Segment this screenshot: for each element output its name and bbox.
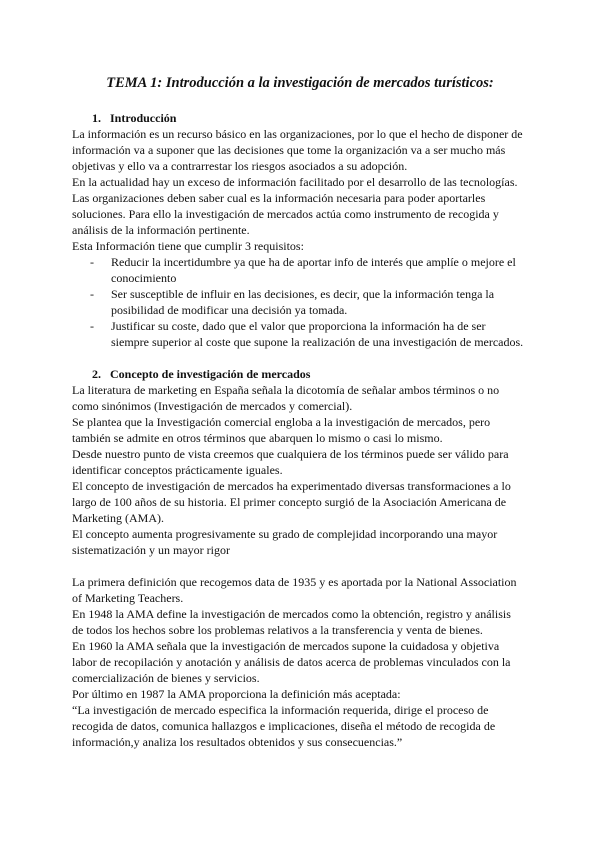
text-line: of Marketing Teachers. — [72, 591, 184, 605]
text-line: comercialización de bienes y servicios. — [72, 671, 260, 685]
text-line: Se plantea que la Investigación comercial engloba a la investigación de mercados, pero — [72, 415, 491, 429]
bullet-marker: - — [90, 287, 94, 301]
text-line: En la actualidad hay un exceso de información facilitado por el desarrollo de las tecnologías. — [72, 175, 518, 189]
text-line: El concepto de investigación de mercados ha experimentado diversas transformaciones a lo — [72, 479, 511, 493]
text-line: Ser susceptible de influir en las decisiones, es decir, que la información tenga la — [111, 287, 495, 301]
text-line: posibilidad de modificar una decisión ya tomada. — [111, 303, 348, 317]
list-item — [72, 254, 532, 286]
text-line: recogida de datos, comunica hallazgos e implicaciones, diseña el método de recogida de — [72, 719, 496, 733]
text-line: Desde nuestro punto de vista creemos que cualquiera de los términos puede ser válido para — [72, 447, 509, 461]
paragraph — [72, 126, 532, 254]
section-heading-1 — [92, 110, 176, 126]
text-line: análisis de la información pertinente. — [72, 223, 250, 237]
requirements-list — [72, 254, 532, 350]
list-item — [72, 286, 532, 318]
text-line: Reducir la incertidumbre ya que ha de aportar info de interés que amplíe o mejore el — [111, 255, 516, 269]
bullet-marker: - — [90, 255, 94, 269]
document-title: TEMA 1: Introducción a la investigación de mercados turísticos: — [106, 75, 494, 91]
text-line: también se admite en otros términos que abarquen lo mismo o casi lo mismo. — [72, 431, 443, 445]
text-line: La primera definición que recogemos data de 1935 y es aportada por la National Association — [72, 575, 517, 589]
text-line: Las organizaciones deben saber cual es la información necesaria para poder aportarles — [72, 191, 486, 205]
section-number: 1. — [92, 111, 101, 125]
text-line: largo de 100 años de su historia. El primer concepto surgió de la Asociación Americana de — [72, 495, 507, 509]
section-number: 2. — [92, 367, 101, 381]
list-item — [72, 318, 532, 350]
text-line: siempre superior al coste que supone la realización de una investigación de mercados. — [111, 335, 524, 349]
text-line: Marketing (AMA). — [72, 511, 164, 525]
text-line: conocimiento — [111, 271, 177, 285]
section-title: Concepto de investigación de mercados — [110, 367, 311, 381]
text-line: información,y analiza los resultados obtenidos y sus consecuencias.” — [72, 735, 403, 749]
text-line: como sinónimos (Investigación de mercados y comercial). — [72, 399, 353, 413]
text-line: objetivas y ello va a contrarrestar los riesgos asociados a su adopción. — [72, 159, 408, 173]
section-title: Introducción — [110, 111, 177, 125]
text-line: La información es un recurso básico en las organizaciones, por lo que el hecho de disponer de — [72, 127, 523, 141]
text-line: Esta Información tiene que cumplir 3 requisitos: — [72, 239, 304, 253]
text-line: En 1960 la AMA señala que la investigación de mercados supone la cuidadosa y objetiva — [72, 639, 500, 653]
text-line: Por último en 1987 la AMA proporciona la definición más aceptada: — [72, 687, 401, 701]
text-line: labor de recopilación y anotación y análisis de datos acerca de problemas vinculados con la — [72, 655, 511, 669]
text-line: Justificar su coste, dado que el valor que proporciona la información ha de ser — [111, 319, 486, 333]
text-line: de todos los hechos sobre los problemas relativos a la transferencia y venta de bienes. — [72, 623, 483, 637]
text-line: La literatura de marketing en España señala la dicotomía de señalar ambos términos o no — [72, 383, 500, 397]
text-line: “La investigación de mercado especifica la información requerida, dirige el proceso de — [72, 703, 489, 717]
text-line: El concepto aumenta progresivamente su grado de complejidad incorporando una mayor — [72, 527, 498, 541]
paragraph — [72, 382, 532, 558]
text-line: soluciones. Para ello la investigación de mercados actúa como instrumento de recogida y — [72, 207, 499, 221]
text-line: sistematización y un mayor rigor — [72, 543, 230, 557]
text-line: información va a suponer que las decisiones que tome la organización va a ser mucho más — [72, 143, 506, 157]
section-heading-2 — [92, 366, 310, 382]
paragraph — [72, 574, 532, 750]
text-line: identificar conceptos prácticamente iguales. — [72, 463, 283, 477]
bullet-marker: - — [90, 319, 94, 333]
text-line: En 1948 la AMA define la investigación de mercados como la obtención, registro y análisis — [72, 607, 511, 621]
